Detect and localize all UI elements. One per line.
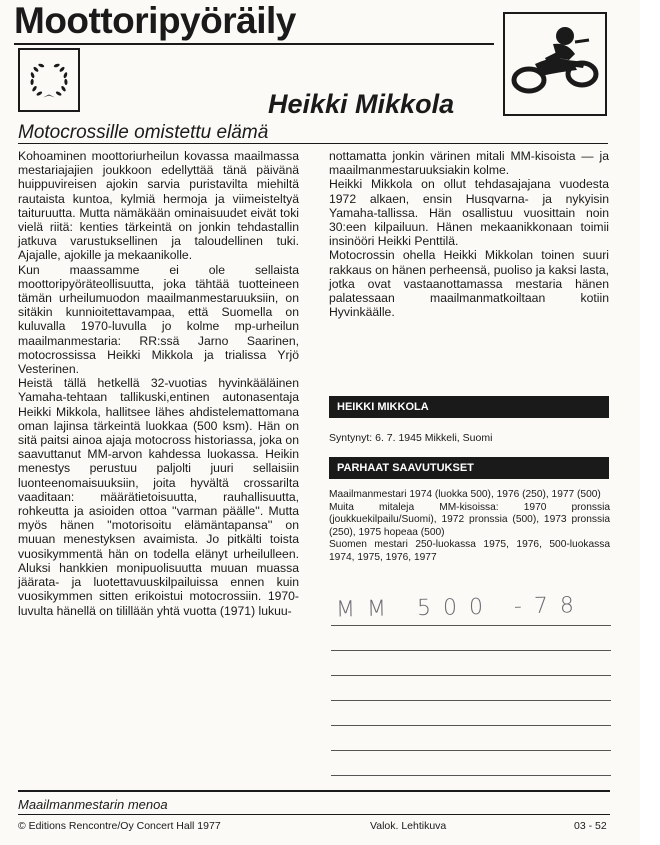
photo-credit: Valok. Lehtikuva bbox=[370, 820, 447, 832]
achievement-item: Maailmanmestari 1974 (luokka 500), 1976 (250), 1977 (500) bbox=[329, 489, 601, 500]
sport-title: Moottoripyöräily bbox=[14, 0, 296, 41]
paragraph: Motocrossin ohella Heikki Mikkolan toinen suuri rakkaus on hänen perheensä, puoliso ja kaksi lasta, jotka ovat vastaanottamassa mestaria hänen palatessaan maailmanmatkoiltaan kotiin Hyvinkäälle. bbox=[329, 248, 609, 320]
article-subtitle: Motocrossille omistettu elämä bbox=[18, 122, 269, 143]
footer-rule bbox=[18, 814, 610, 815]
article-column-right bbox=[329, 149, 609, 319]
profile-heading: HEIKKI MIKKOLA bbox=[329, 396, 609, 418]
title-rule bbox=[14, 43, 494, 45]
achievements-list bbox=[329, 489, 610, 565]
laurel-wreath-icon bbox=[18, 48, 80, 112]
paragraph: nottamatta jonkin värinen mitali MM-kisoista — ja maailmanmestaruuksiakin kolme. bbox=[329, 149, 609, 178]
article-column-left bbox=[18, 149, 299, 618]
achievement-item: Suomen mestari 250-luokassa 1975, 1976, 500-luokassa 1974, 1975, 1976, 1977 bbox=[329, 539, 610, 563]
subtitle-rule bbox=[18, 143, 608, 144]
writing-line bbox=[331, 625, 611, 626]
achievements-heading: PARHAAT SAAVUTUKSET bbox=[329, 457, 609, 479]
writing-line bbox=[331, 750, 611, 751]
writing-line bbox=[331, 650, 611, 651]
writing-line bbox=[331, 700, 611, 701]
paragraph: Kohoaminen moottoriurheilun kovassa maailmassa mestariajajien joukkoon edellyttää tänä päivänä huippuvireisen ajokin sarvia puristavilta miehiltä rautaista kuntoa, kylmiä hermoja ja viimeisteltyä taituruutta. Mutta nämäkään ominaisuudet eivät toki vielä riitä: kenties tärkeintä on jonkin tehdastallin jatkuva varustuksellinen ja taloudellinen tuki. Ajajalle, ajokille ja mekaanikolle. bbox=[18, 149, 299, 263]
writing-line bbox=[331, 725, 611, 726]
series-title: Maailmanmestarin menoa bbox=[18, 797, 168, 812]
achievement-item: Muita mitaleja MM-kisoissa: 1970 pronssia (joukkuekilpailu/Suomi), 1972 pronssia (500), 1973 pronssia (250), 1975 hopeaa (500) bbox=[329, 501, 610, 538]
copyright-text: © Editions Rencontre/Oy Concert Hall 1977 bbox=[18, 820, 221, 832]
athlete-name: Heikki Mikkola bbox=[268, 89, 455, 119]
writing-line bbox=[331, 775, 611, 776]
paragraph: Heikki Mikkola on ollut tehdasajajana vuodesta 1972 alkaen, ensin Husqvarna- ja nykyisin Yamaha-tallissa. Hän osallistuu vuosittain noin 30:een kilpailuun. Hänen mekaanikkonaan toimii insinööri Heikki Penttilä. bbox=[329, 177, 609, 249]
birth-info: Syntynyt: 6. 7. 1945 Mikkeli, Suomi bbox=[329, 432, 493, 444]
paragraph: Kun maassamme ei ole sellaista moottoripyöräteollisuutta, joka tähtää tuotteineen tämän urheilumuodon maailmanmestaruuksiin, on sitäkin kunnioitettavampaa, että Suomella on kuluvalla 1970-luvulla jo kolme mp-urheilun maailmanmestaria: RR:ssä Jarno Saarinen, motocrossissa Heikki Mikkola ja trialissa Yrjö Vesterinen. bbox=[18, 262, 299, 377]
card-number: 03 - 52 bbox=[574, 820, 607, 832]
writing-line bbox=[331, 675, 611, 676]
motocross-rider-icon bbox=[503, 12, 607, 116]
handwritten-note: MM 500 -78 bbox=[335, 593, 587, 623]
paragraph: Heistä tällä hetkellä 32-vuotias hyvinkääläinen Yamaha-tehtaan tallikuski,entinen autonasentaja Heikki Mikkola, hallitsee lähes ahdistelemattomana oman lajinsa tärkeintä luokkaa (500 ksm). Hän on sitä paitsi ainoa ajaja motocross historiassa, joka on saavuttanut MM-arvon kahdessa luokassa. Heikin menestys perustuu paljolti juuri sellaisiin luonteenomaisuuksiin, joita hyvältä crossarilta vaaditaan: määrätietoisuutta, rauhallisuutta, rohkeutta ja asioiden ottoa ''varman päälle''. Mutta myös hänen ''motorisoitu elämäntapansa'' on muuan menestyksen avaimista. Jo pitkälti toista vuosikymmentä hän on todella elänyt urheilulleen. Aluksi hankkien monipuolisuutta muuan muassa jäärata- ja luotettavuuskilpailuissa ennen kuin vuosikymmen sitten erikoistui motocrossiin. 1970-luvulta hänellä on tilillään yhtä vuotta (1971) lukuu- bbox=[18, 376, 299, 618]
footer-top-rule bbox=[18, 790, 610, 792]
